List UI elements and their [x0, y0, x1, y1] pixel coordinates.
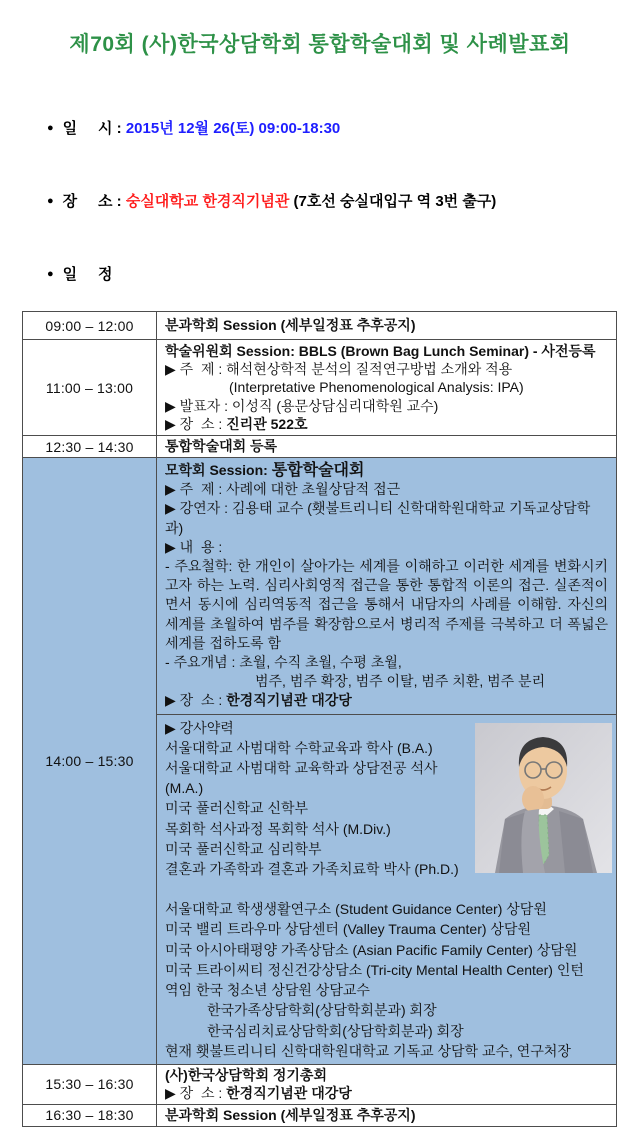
bio-heading: ▶ 강사약력	[165, 719, 234, 736]
time-cell: 12:30 – 14:30	[23, 436, 157, 458]
venue-line	[22, 165, 640, 238]
spacer	[165, 879, 608, 899]
venue-line: ▶ 장 소 : 한경직기념관 대강당	[165, 692, 352, 709]
venue-value: 숭실대학교 한경직기념관	[125, 193, 290, 210]
main-session-cell	[157, 458, 617, 715]
bio-career-item: 역임 한국 청소년 상담원 상담교수	[165, 982, 370, 999]
bio-career-item: 한국가족상담학회(상담학회분과) 회장	[207, 1002, 437, 1019]
venue-line: ▶ 장 소 : 진리관 522호	[165, 415, 308, 432]
bio-career-item: 서울대학교 학생생활연구소 (Student Guidance Center) 상담원	[165, 901, 547, 918]
table-row	[23, 312, 617, 340]
topic-line: ▶ 주 제 : 사례에 대한 초월상담적 접근	[165, 481, 401, 498]
bio-career-item: 한국심리치료상담학회(상담학회분과) 회장	[207, 1022, 464, 1039]
date-label: 일 시 :	[62, 120, 126, 137]
conference-program-page	[0, 28, 640, 1127]
date-value: 2015년 12월 26(토) 09:00-18:30	[125, 120, 341, 137]
bio-edu-item: 미국 풀러신학교 신학부	[165, 800, 309, 817]
table-row-highlighted	[23, 458, 617, 715]
bullet-icon: ●	[47, 122, 54, 134]
session-heading: 모학회 Session: 통합학술대회	[165, 462, 365, 480]
time-cell: 09:00 – 12:00	[23, 312, 157, 340]
speaker-line: ▶ 강연자 : 김용태 교수 (횃불트리니티 신학대학원대학교 기독교상담학과)	[165, 500, 591, 536]
venue-label: 장 소 :	[62, 193, 126, 210]
bio-edu-item: 서울대학교 사범대학 교육학과 상담전공 석사 (M.A.)	[165, 760, 442, 797]
session-cell: 분과학회 Session (세부일정표 추후공지)	[157, 312, 617, 340]
table-row	[23, 1104, 617, 1126]
page-title: 제70회 (사)한국상담학회 통합학술대회 및 사례발표회	[69, 33, 571, 56]
content-label-line: ▶ 내 용 :	[165, 538, 223, 555]
bullet-icon: ●	[47, 268, 54, 280]
session-heading: (사)한국상담학회 정기총회	[165, 1066, 327, 1083]
schedule-table	[22, 311, 617, 1127]
concepts-line-2: 범주, 범주 확장, 범주 이탈, 범주 치환, 범주 분리	[255, 673, 546, 690]
venue-line: ▶ 장 소 : 한경직기념관 대강당	[165, 1085, 352, 1102]
table-row	[23, 436, 617, 458]
bio-edu-item: 결혼과 가족학과 결혼과 가족치료학 박사 (Ph.D.)	[165, 861, 459, 878]
speaker-bio-cell	[157, 714, 617, 1064]
philosophy-paragraph: - 주요철학: 한 개인이 살아가는 세계를 이해하고 이러한 세계를 변화시키고자 하는 노력. 심리사회영적 접근을 통한 통합적 이론의 접근. 실존적이면서 동시에 심리역동적 접근을 통해서 내담자의 사례를 이해함. 자신의 세계를 초월하여 범주를 확장함으로서 병리적 주제를 극복하고 더 폭넓은 세계를 접하도록 함	[165, 558, 612, 651]
table-row	[23, 1064, 617, 1104]
session-cell: 분과학회 Session (세부일정표 추후공지)	[157, 1104, 617, 1126]
bio-career-item: 현재 횃불트리니티 신학대학원대학교 기독교 상담학 교수, 연구처장	[165, 1042, 571, 1059]
session-cell	[157, 340, 617, 436]
schedule-line	[22, 238, 640, 311]
time-cell: 15:30 – 16:30	[23, 1064, 157, 1104]
bio-edu-item: 미국 풀러신학교 심리학부	[165, 840, 322, 857]
concepts-line-1: - 주요개념 : 초월, 수직 초월, 수평 초월,	[165, 654, 402, 671]
session-cell	[157, 1064, 617, 1104]
time-cell: 16:30 – 18:30	[23, 1104, 157, 1126]
session-cell: 통합학술대회 등록	[157, 436, 617, 458]
bio-career-item: 미국 아시아태평양 가족상담소 (Asian Pacific Family Center) 상담원	[165, 941, 578, 958]
schedule-label: 일 정	[62, 266, 113, 283]
speaker-portrait-photo	[475, 723, 612, 873]
venue-note: (7호선 숭실대입구 역 3번 출구)	[289, 193, 497, 210]
bullet-icon: ●	[47, 195, 54, 207]
bio-edu-item: 목회학 석사과정 목회학 석사 (M.Div.)	[165, 820, 391, 837]
presenter-line: ▶ 발표자 : 이성직 (용문상담심리대학원 교수)	[165, 397, 439, 414]
topic-line: ▶ 주 제 : 해석현상학적 분석의 질적연구방법 소개와 적용	[165, 361, 513, 378]
session-heading: 학술위원회 Session: BBLS (Brown Bag Lunch Seminar) - 사전등록	[165, 343, 596, 359]
bio-career-item: 미국 밸리 트라우마 상담센터 (Valley Trauma Center) 상담원	[165, 921, 531, 938]
time-cell: 11:00 – 13:00	[23, 340, 157, 436]
info-block	[22, 92, 640, 311]
topic-english-line: (Interpretative Phenomenological Analysis: IPA)	[229, 379, 524, 396]
table-row	[23, 340, 617, 436]
time-cell: 14:00 – 15:30	[23, 458, 157, 1065]
date-line	[22, 92, 640, 165]
bio-edu-item: 서울대학교 사범대학 수학교육과 학사 (B.A.)	[165, 739, 433, 756]
bio-career-item: 미국 트라이씨티 정신건강상담소 (Tri-city Mental Health Center) 인턴	[165, 961, 584, 978]
